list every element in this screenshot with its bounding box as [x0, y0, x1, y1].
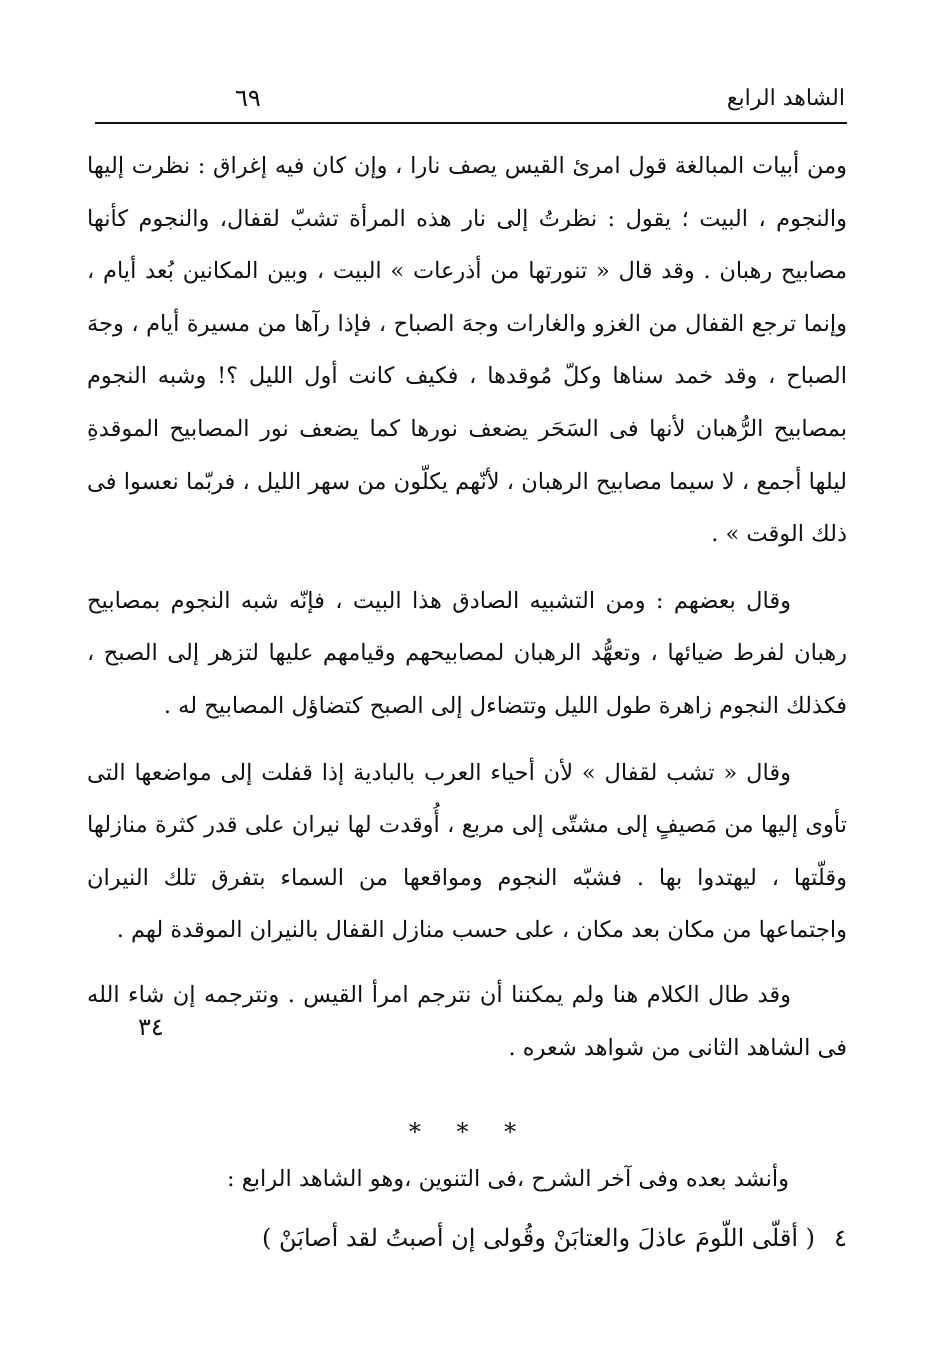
paragraph-1: ومن أبيات المبالغة قول امرئ القيس يصف نارا ، وإن كان فيه إغراق : نظرت إليها والنجوم ، البيت ؛ يقول : نظرتُ إلى نار هذه المرأة تشبّ لقفال، والنجوم كأنها مصابيح رهبان . وقد قال « تنورتها من أذرعات » البيت ، وبين المكانين بُعد أيام ، وإنما ترجع القفال من الغزو والغارات وجهَ الصباح ، فإذا رآها من مسيرة أيام ، وجهَ الصباح ، وقد خمد سناها وكلّ مُوقدها ، فكيف كانت أول الليل ؟! وشبه النجوم بمصابيح الرُّهبان لأنها فى السَحَر يضعف نورها كما يضعف نور المصابيح الموقدةِ ليلها أجمع ، لا سيما مصابيح الرهبان ، لأنّهم يكلّون من سهر الليل ، فربّما نعسوا فى ذلك الوقت » . — [87, 153, 847, 548]
paragraph-3: وقال « تشب لقفال » لأن أحياء العرب بالبادية إذا قفلت إلى مواضعها التى تأوى إليها من مَصيفٍ إلى مشتّى إلى مربع ، أُوقدت لها نيران على قدر كثرة منازلها وقلّتها ، ليهتدوا بها . فشبّه النجوم ومواقعها من السماء بتفرق تلك النيران واجتماعها من مكان بعد مكان ، على حسب منازل القفال بالنيران الموقدة لهم . — [87, 759, 847, 944]
paragraph-2: وقال بعضهم : ومن التشبيه الصادق هذا البيت ، فإنّه شبه النجوم بمصابيح رهبان لفرط ضيائها ، وتعهُّد الرهبان لمصابيحهم وقيامهم عليها لتزهر إلى الصبح ، فكذلك النجوم زاهرة طول الليل وتتضاءل إلى الصبح كتضاؤل المصابيح له . — [87, 587, 847, 719]
page-number: ٦٩ — [235, 84, 261, 112]
verse-number: ٤ — [834, 1224, 847, 1252]
paragraph-4: وقد طال الكلام هنا ولم يمكننا أن نترجم امرأ القيس . ونترجمه إن شاء الله فى الشاهد الثانى من شواهد شعره . — [87, 981, 847, 1061]
verse-text: ( أقلّى اللّومَ عاذلَ والعتابَنْ وقُولى إن أصبتُ لقد أصابَنْ ) — [262, 1224, 815, 1252]
section-separator: * * * — [408, 1118, 531, 1146]
marginal-number: ٣٤ — [138, 1013, 164, 1041]
body-text — [87, 140, 847, 1074]
header-rule — [95, 122, 847, 124]
page-header — [95, 82, 847, 122]
verse-intro: وأنشد بعده وفى آخر الشرح ،فى التنوين ،وهو الشاهد الرابع : — [227, 1166, 789, 1192]
running-title: الشاهد الرابع — [726, 86, 845, 111]
